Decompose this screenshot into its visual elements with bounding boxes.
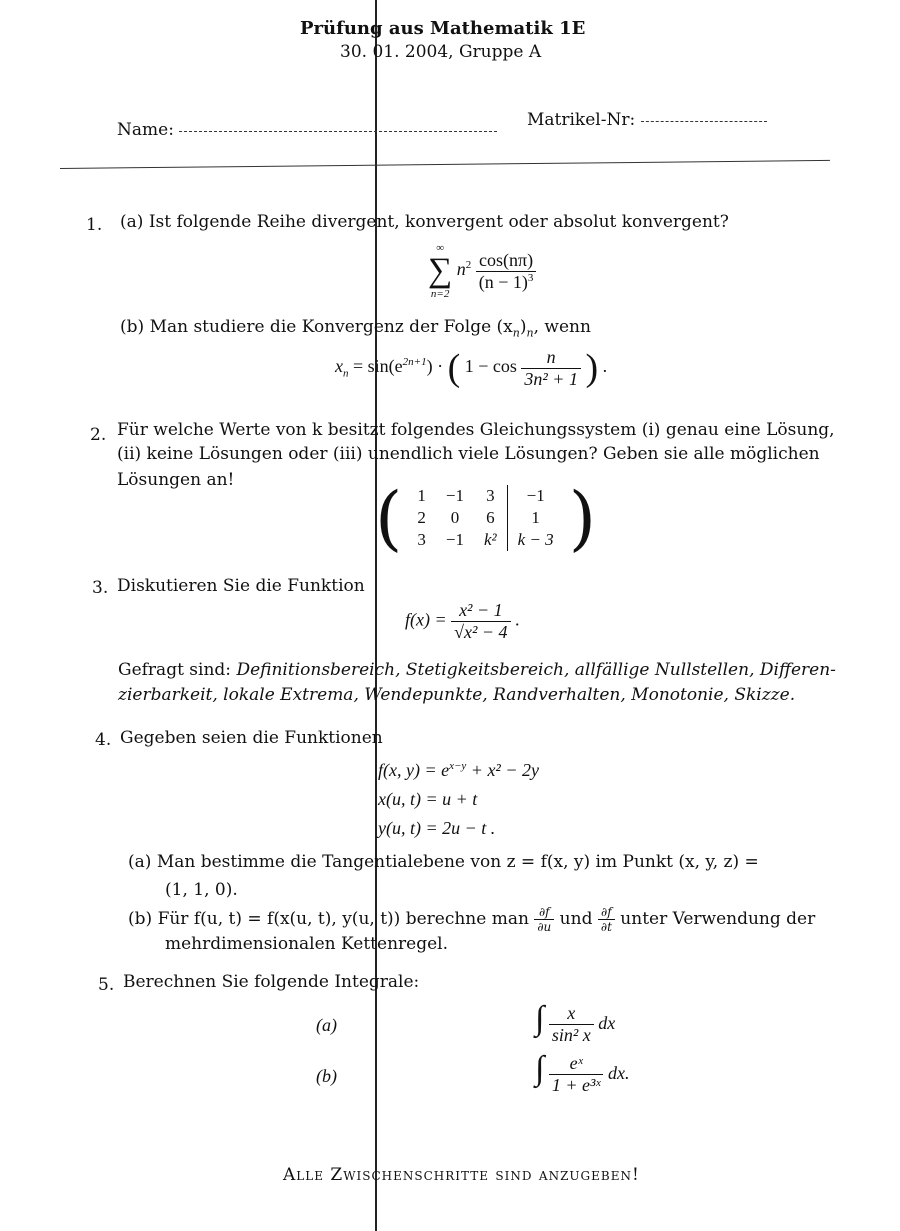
q4a-line2: (1, 1, 0). <box>165 880 238 900</box>
integral-sign: ∫ <box>535 1000 545 1037</box>
partial-t-fraction: $\frac{\partial f}{\partial t}$ <box>598 905 615 934</box>
q4b-line1: (b) Für f(u, t) = f(x(u, t), y(u, t)) berechne man $\frac{\partial f}{\partial u}$ und $\frac{\partial f}{\partial t}$ unter Verwendung der <box>128 905 816 934</box>
q5a-label: (a) <box>316 1015 337 1035</box>
q2-number: 2. <box>90 425 107 445</box>
scan-artifact-line <box>375 0 377 1231</box>
q2-augmented-matrix: ( 1 −1 3 −1 2 0 6 1 3 −1 k² k − 3 ) <box>375 477 597 559</box>
q1a-text: (a) Ist folgende Reihe divergent, konvergent oder absolut konvergent? <box>120 212 729 232</box>
q4-number: 4. <box>95 730 112 750</box>
q3-function: f(x) = $\frac{\text{x² − 1}}{\text{√x² − 4}}$ . <box>405 600 520 642</box>
q1a-series: ∞ ∑ n=2 $n^2$ $\frac{\cos(n\pi)}{(n - 1)^3}$ <box>428 242 536 300</box>
summation-sign: ∞ ∑ n=2 <box>428 242 453 300</box>
q1b-label: (b) <box>120 317 145 337</box>
q3-asked-line2: zierbarkeit, lokale Extrema, Wendepunkte, Randverhalten, Monotonie, Skizze. <box>118 685 796 705</box>
q1a-label: (a) <box>120 212 144 232</box>
matrix-row: 3 −1 k² k − 3 <box>407 529 563 551</box>
matrikel-field-line[interactable] <box>641 120 767 122</box>
name-label: Name: <box>117 120 497 140</box>
q2-line2: (ii) keine Lösungen oder (iii) unendlich viele Lösungen? Geben sie alle möglichen <box>117 444 820 464</box>
name-field-line[interactable] <box>179 130 497 132</box>
q3-number: 3. <box>92 578 109 598</box>
q4-eq1: f(x, $y) = e^{x-y} + x^2 - 2y$ <box>378 760 539 780</box>
q1-number: 1. <box>86 215 103 235</box>
q4-intro: Gegeben seien die Funktionen <box>120 728 383 748</box>
q5a-integral: ∫ $\frac{x}{\text{sin² x}}$ dx <box>535 1000 616 1046</box>
q5b-integral: ∫ $\frac{\text{eˣ}}{\text{1 + e³ˣ}}$ dx. <box>535 1050 630 1096</box>
q5b-fraction: $\frac{\text{eˣ}}{\text{1 + e³ˣ}}$ <box>549 1053 604 1096</box>
sequence-fraction: $\frac{n}{\text{3n² + 1}}$ <box>521 347 581 390</box>
q1b-sequence: $x_n = \sin(e^{2n+1})$ · ( 1 − cos $\frac{n}{\text{3n² + 1}}$ ) . <box>335 346 608 389</box>
footer-note: Alle Zwischenschritte sind anzugeben! <box>283 1165 640 1185</box>
q5-number: 5. <box>98 975 115 995</box>
matrikel-label: Matrikel-Nr: <box>527 110 767 130</box>
q2-line3: Lösungen an! <box>117 470 235 490</box>
q5a-fraction: $\frac{x}{\text{sin² x}}$ <box>549 1003 594 1046</box>
exam-date-group: 30. 01. 2004, Gruppe A <box>340 42 542 62</box>
matrix-table <box>407 485 563 551</box>
partial-u-fraction: $\frac{\partial f}{\partial u}$ <box>534 905 554 934</box>
q4-eq2: x(u, t) = u + t <box>378 789 478 809</box>
matrix-row: 2 0 6 1 <box>407 507 563 529</box>
integral-sign: ∫ <box>535 1050 545 1087</box>
q2-line1: Für welche Werte von k besitzt folgendes Gleichungssystem (i) genau eine Lösung, <box>117 420 835 440</box>
q5-intro: Berechnen Sie folgende Integrale: <box>123 972 420 992</box>
q3-intro: Diskutieren Sie die Funktion <box>117 576 365 596</box>
matrix-row: 1 −1 3 −1 <box>407 485 563 507</box>
header-divider <box>60 160 830 169</box>
q3-asked-line1: Gefragt sind: Definitionsbereich, Stetigkeitsbereich, allfällige Nullstellen, Differen- <box>118 660 836 680</box>
q4b-line2: mehrdimensionalen Kettenregel. <box>165 934 448 954</box>
q4a-line1: (a) Man bestimme die Tangentialebene von z = f(x, y) im Punkt (x, y, z) = <box>128 852 759 872</box>
q5b-label: (b) <box>316 1066 337 1086</box>
q4a-label: (a) <box>128 852 152 872</box>
exam-title: Prüfung aus Mathematik 1E <box>300 18 586 39</box>
q4b-label: (b) <box>128 909 153 929</box>
q1b-text: (b) Man studiere die Konvergenz der Folge $(x_n)_n$, wenn <box>120 317 591 340</box>
function-fraction: $\frac{\text{x² − 1}}{\text{√x² − 4}}$ <box>451 600 510 643</box>
q4-eq3: y(u, t) = 2u − t . <box>378 818 496 838</box>
series-fraction: $\frac{\cos(n\pi)}{(n - 1)^3}$ <box>476 250 537 293</box>
